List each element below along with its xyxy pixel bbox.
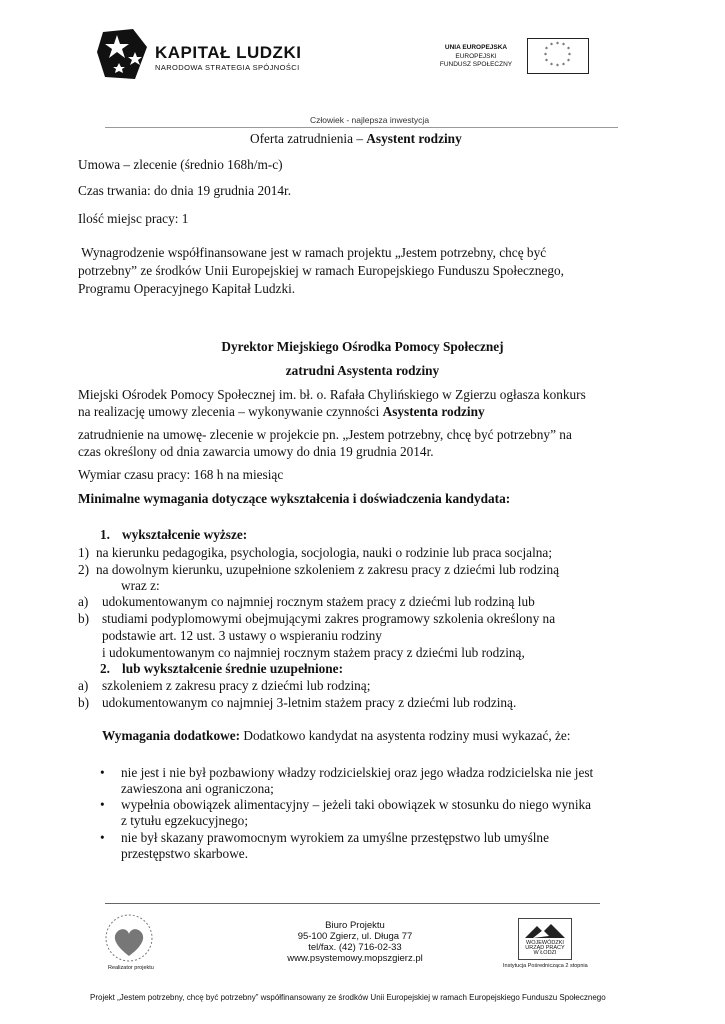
svg-text:*: * (567, 46, 570, 53)
svg-text:*: * (545, 46, 548, 53)
funding-line-2: potrzebny” ze środków Unii Europejskiej w ramach Europejskiego Funduszu Społecznego, (78, 263, 564, 278)
intro-line-2 (78, 404, 485, 420)
contract-line: Umowa – zlecenie (średnio 168h/m-c) (78, 157, 283, 172)
intro-prefix: na realizację umowy zlecenia – wykonywanie czynności (78, 404, 383, 419)
bullet-1-line-2: zawieszona ani ograniczona; (121, 781, 274, 796)
bullet-3-symbol: • (100, 830, 105, 845)
mops-logo-icon (98, 912, 160, 964)
worktime-line: Wymiar czasu pracy: 168 h na miesiąc (78, 467, 284, 482)
bottom-note: Projekt „Jestem potrzebny, chcę być potrzebny” współfinansowany ze środków Unii Europejskiej w ramach Europejskiego Funduszu Społecznego (90, 993, 606, 1002)
eu-line-1: UNIA EUROPEJSKA (444, 44, 508, 51)
kapital-ludzki-logo-icon (95, 27, 155, 82)
svg-text:*: * (556, 63, 559, 70)
svg-text:*: * (562, 62, 565, 69)
svg-text:*: * (544, 52, 547, 59)
req1-a-number: a) (78, 594, 89, 609)
additional-bold: Wymagania dodatkowe: (102, 728, 241, 743)
tagline: Człowiek - najlepsza inwestycja (310, 115, 430, 125)
office-name: Biuro Projektu (325, 920, 385, 931)
eu-line-2: EUROPEJSKI (455, 53, 497, 60)
title-bold: Asystent rodziny (366, 131, 462, 146)
req1-number: 1. (100, 527, 110, 542)
employ-line-1: zatrudnienie na umowę- zlecenie w projekcie pn. „Jestem potrzebny, chcę być potrzebny” na (78, 427, 572, 442)
positions-line: Ilość miejsc pracy: 1 (78, 211, 189, 226)
intro-bold: Asystenta rodziny (382, 404, 485, 419)
svg-text:*: * (568, 52, 571, 59)
svg-text:*: * (556, 41, 559, 48)
document-title (250, 131, 462, 147)
right-caption: Instytucja Pośrednicząca 2 stopnia (503, 963, 588, 969)
funding-line-1: Wynagrodzenie współfinansowane jest w ramach projektu „Jestem potrzebny, chcę być (78, 245, 547, 260)
logo-title: KAPITAŁ LUDZKI (155, 43, 302, 62)
footer-divider (105, 903, 600, 904)
intro-line-1: Miejski Ośrodek Pomocy Społecznej im. bł. o. Rafała Chylińskiego w Zgierzu ogłasza konkurs (78, 387, 586, 402)
requirements-heading: Minimalne wymagania dotyczące wykształcenia i doświadczenia kandydata: (78, 491, 511, 506)
duration-line: Czas trwania: do dnia 19 grudnia 2014r. (78, 183, 292, 198)
office-address: 95-100 Zgierz, ul. Długa 77 (297, 931, 413, 942)
additional-text: Dodatkowo kandydat na asystenta rodziny musi wykazać, że: (240, 728, 571, 743)
wup-logo (518, 918, 572, 960)
office-website: www.psystemowy.mopszgierz.pl (287, 953, 423, 964)
wup-line-1: WOJEWÓDZKI (526, 940, 564, 946)
heading-1: Dyrektor Miejskiego Ośrodka Pomocy Społecznej (221, 339, 504, 354)
heading-2: zatrudni Asystenta rodziny (285, 363, 440, 378)
req1-b-line-3: i udokumentowanym co najmniej rocznym stażem pracy z dziećmi lub rodziną, (102, 645, 525, 660)
req2-title: lub wykształcenie średnie uzupełnione: (122, 661, 344, 676)
wup-line-3: W ŁODZI (533, 950, 557, 956)
req1-sub2-line-2: wraz z: (121, 578, 160, 593)
req1-b-line-2: podstawie art. 12 ust. 3 ustawy o wspieraniu rodziny (102, 628, 382, 643)
req1-sub2-number: 2) (78, 562, 90, 577)
req2-b: udokumentowanym co najmniej 3-letnim stażem pracy z dziećmi lub rodziną. (102, 695, 517, 710)
svg-text:*: * (550, 42, 553, 49)
req2-number: 2. (100, 661, 110, 676)
wup-line-2: URZĄD PRACY (525, 945, 565, 951)
req1-b-number: b) (78, 611, 90, 626)
svg-text:*: * (550, 62, 553, 69)
employ-line-2: czas określony od dnia zawarcia umowy do dnia 19 grudnia 2014r. (78, 444, 434, 459)
left-caption: Realizator projektu (108, 965, 154, 971)
header-divider (105, 127, 618, 128)
bullet-2-line-1: wypełnia obowiązek alimentacyjny – jeżeli taki obowiązek w stosunku do niego wynika (121, 797, 592, 812)
svg-text:*: * (545, 58, 548, 65)
req2-a-number: a) (78, 678, 89, 693)
eu-line-3: FUNDUSZ SPOŁECZNY (439, 61, 513, 68)
funding-line-3: Programu Operacyjnego Kapitał Ludzki. (78, 281, 296, 296)
bullet-3-line-2: przestępstwo skarbowe. (121, 846, 249, 861)
title-prefix: Oferta zatrudnienia – (250, 131, 367, 146)
req2-a: szkoleniem z zakresu pracy z dziećmi lub rodziną; (102, 678, 371, 693)
req1-title: wykształcenie wyższe: (122, 527, 248, 542)
bullet-3-line-1: nie był skazany prawomocnym wyrokiem za umyślne przestępstwo lub umyślne (121, 830, 549, 845)
bullet-1-symbol: • (100, 765, 105, 780)
svg-text:*: * (562, 42, 565, 49)
svg-text:*: * (567, 58, 570, 65)
eu-flag-icon (527, 38, 589, 74)
additional-requirements (102, 728, 571, 744)
req2-b-number: b) (78, 695, 90, 710)
wup-arrows-icon (523, 922, 567, 940)
req1-sub2-line-1: na dowolnym kierunku, uzupełnione szkoleniem z zakresu pracy z dziećmi lub rodziną (96, 562, 560, 577)
logo-subtitle: NARODOWA STRATEGIA SPÓJNOŚCI (155, 63, 300, 72)
req1-a: udokumentowanym co najmniej rocznym stażem pracy z dziećmi lub rodziną lub (102, 594, 535, 609)
bullet-2-symbol: • (100, 797, 105, 812)
req1-sub1: na kierunku pedagogika, psychologia, socjologia, nauki o rodzinie lub praca socjalna; (96, 545, 553, 560)
office-phone: tel/fax. (42) 716-02-33 (308, 942, 402, 953)
req1-b-line-1: studiami podyplomowymi obejmującymi zakres programowy szkolenia określony na (102, 611, 556, 626)
bullet-1-line-1: nie jest i nie był pozbawiony władzy rodzicielskiej oraz jego władza rodzicielska nie jest (121, 765, 594, 780)
bullet-2-line-2: z tytułu egzekucyjnego; (121, 813, 249, 828)
req1-sub1-number: 1) (78, 545, 90, 560)
